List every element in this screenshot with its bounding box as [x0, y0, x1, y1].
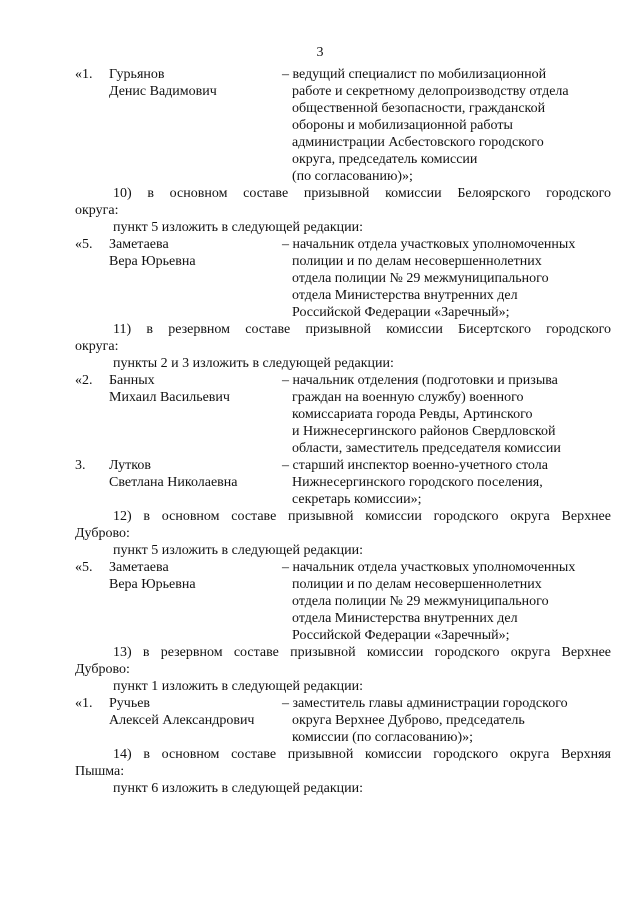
position-line: полиции и по делам несовершеннолетних	[292, 254, 542, 269]
member-name	[109, 66, 281, 100]
paragraph-line: 10) в основном составе призывной комиссии Белоярского городского	[113, 186, 611, 201]
position-line: общественной безопасности, гражданской	[292, 101, 546, 116]
numbered-paragraph	[75, 644, 611, 678]
position-line: – начальник отдела участковых уполномоченных	[282, 559, 611, 576]
instruction-line: пункт 1 изложить в следующей редакции:	[113, 679, 363, 694]
paragraph-line: 12) в основном составе призывной комиссии городского округа Верхнее	[113, 509, 611, 524]
paragraph-line: округа:	[75, 203, 119, 218]
position-line: Нижнесергинского городского поселения,	[292, 475, 543, 490]
member-name-line: Ручьев	[109, 696, 151, 711]
position-line: – старший инспектор военно-учетного стола	[282, 457, 611, 474]
member-position	[282, 66, 611, 185]
paragraph-line: Пышма:	[75, 764, 125, 779]
position-line: секретарь комиссии»;	[292, 492, 422, 507]
member-name	[109, 559, 281, 593]
member-entry	[75, 236, 611, 321]
member-position	[282, 559, 611, 644]
member-name-line: Гурьянов	[109, 67, 165, 82]
position-line: обороны и мобилизационной работы	[292, 118, 513, 133]
member-name-line: Лутков	[109, 458, 151, 473]
entry-number: «1.	[75, 67, 93, 82]
paragraph-line: 13) в резервном составе призывной комиссии городского округа Верхнее	[113, 645, 611, 660]
position-line: округа Верхнее Дуброво, председатель	[292, 713, 525, 728]
member-position	[282, 695, 611, 746]
entry-number: «1.	[75, 696, 93, 711]
instruction-line: пункт 5 изложить в следующей редакции:	[113, 220, 363, 235]
member-entry	[75, 457, 611, 508]
position-line: комиссии (по согласованию)»;	[292, 730, 474, 745]
member-entry	[75, 372, 611, 457]
position-line: отдела Министерства внутренних дел	[292, 288, 518, 303]
instruction-line: пункт 6 изложить в следующей редакции:	[113, 781, 363, 796]
position-line: области, заместитель председателя комиссии	[292, 441, 561, 456]
member-name-line: Заметаева	[109, 560, 169, 575]
numbered-paragraph	[75, 321, 611, 355]
document-body	[75, 66, 611, 797]
numbered-paragraph	[75, 746, 611, 780]
numbered-paragraph	[75, 508, 611, 542]
position-line: округа, председатель комиссии	[292, 152, 478, 167]
entry-number: 3.	[75, 458, 86, 473]
position-line: граждан на военную службу) военного	[292, 390, 524, 405]
paragraph-line: 11) в резервном составе призывной комиссии Бисертского городского	[113, 322, 611, 337]
position-line: и Нижнесергинского районов Свердловской	[292, 424, 556, 439]
position-line: отдела полиции № 29 межмуниципального	[292, 594, 549, 609]
paragraph-line: округа:	[75, 339, 119, 354]
member-name-line: Светлана Николаевна	[109, 475, 238, 490]
position-line: – заместитель главы администрации городского	[282, 695, 611, 712]
member-name-line: Вера Юрьевна	[109, 254, 196, 269]
position-line: отдела полиции № 29 межмуниципального	[292, 271, 549, 286]
entry-number: «2.	[75, 373, 93, 388]
member-position	[282, 236, 611, 321]
member-position	[282, 372, 611, 457]
member-name	[109, 457, 281, 491]
member-entry	[75, 66, 611, 185]
member-name	[109, 372, 281, 406]
instruction-line: пункт 5 изложить в следующей редакции:	[113, 543, 363, 558]
page-number: 3	[316, 45, 324, 60]
member-entry	[75, 695, 611, 746]
position-line: администрации Асбестовского городского	[292, 135, 544, 150]
member-entry	[75, 559, 611, 644]
member-name-line: Михаил Васильевич	[109, 390, 230, 405]
position-line: Российской Федерации «Заречный»;	[292, 305, 510, 320]
paragraph-line: Дуброво:	[75, 662, 130, 677]
position-line: комиссариата города Ревды, Артинского	[292, 407, 533, 422]
entry-number: «5.	[75, 560, 93, 575]
member-name-line: Заметаева	[109, 237, 169, 252]
member-name-line: Вера Юрьевна	[109, 577, 196, 592]
member-name-line: Денис Вадимович	[109, 84, 217, 99]
instruction-line: пункты 2 и 3 изложить в следующей редакции:	[113, 356, 394, 371]
paragraph-line: 14) в основном составе призывной комиссии городского округа Верхняя	[113, 747, 611, 762]
position-line: отдела Министерства внутренних дел	[292, 611, 518, 626]
paragraph-line: Дуброво:	[75, 526, 130, 541]
position-line: – начальник отделения (подготовки и призыва	[282, 372, 611, 389]
member-name-line: Алексей Александрович	[109, 713, 255, 728]
member-name	[109, 695, 281, 729]
position-line: Российской Федерации «Заречный»;	[292, 628, 510, 643]
entry-number: «5.	[75, 237, 93, 252]
member-name	[109, 236, 281, 270]
position-line: (по согласованию)»;	[292, 169, 413, 184]
member-position	[282, 457, 611, 508]
position-line: – начальник отдела участковых уполномоченных	[282, 236, 611, 253]
position-line: полиции и по делам несовершеннолетних	[292, 577, 542, 592]
numbered-paragraph	[75, 185, 611, 219]
member-name-line: Банных	[109, 373, 155, 388]
position-line: работе и секретному делопроизводству отдела	[292, 84, 569, 99]
position-line: – ведущий специалист по мобилизационной	[282, 66, 611, 83]
